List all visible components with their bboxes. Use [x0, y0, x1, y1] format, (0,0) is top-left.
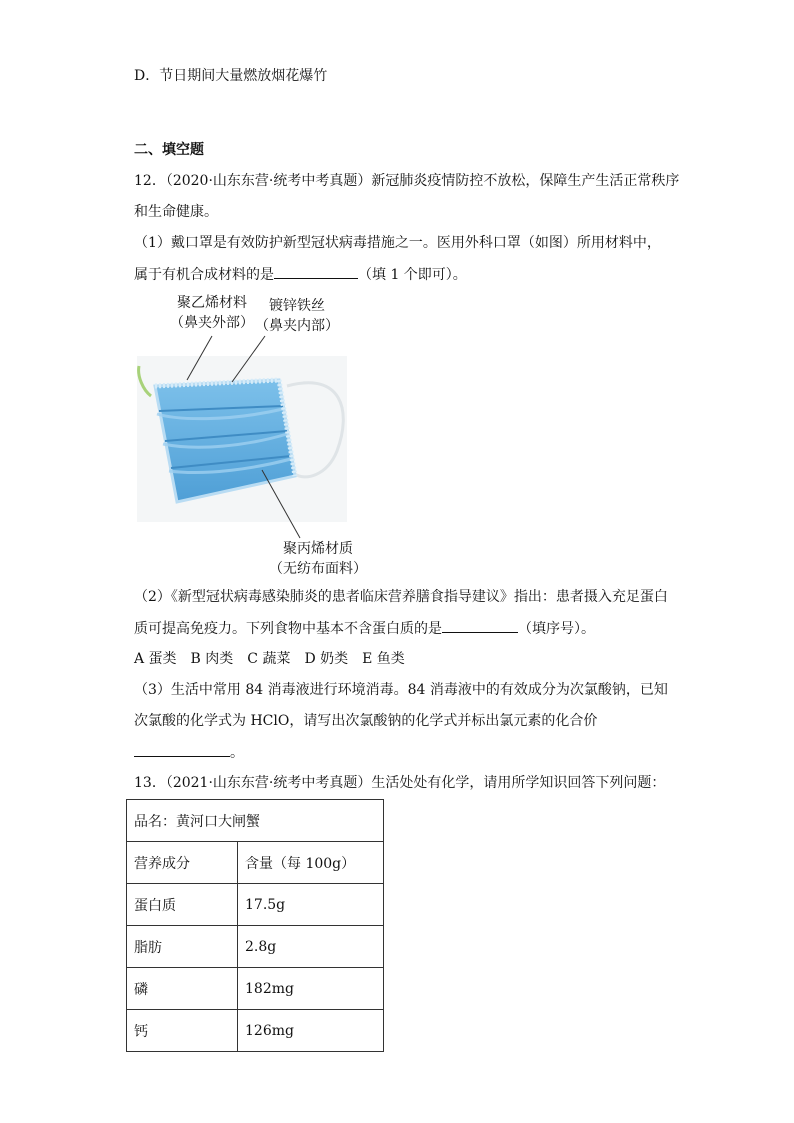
table-header-cell: 营养成分 [127, 842, 238, 884]
q12-part3-end: 。 [230, 745, 244, 761]
table-cell: 蛋白质 [127, 884, 238, 926]
nutrition-table [126, 799, 384, 1052]
q12-part2-options: A 蛋类 B 肉类 C 蔬菜 D 奶类 E 鱼类 [134, 651, 405, 667]
q12-part3-line1: （3）生活中常用 84 消毒液进行环境消毒。84 消毒液中的有效成分为次氯酸钠，已知 [134, 682, 668, 698]
table-row [127, 1010, 384, 1052]
q12-part3-line3 [134, 742, 244, 763]
table-row [127, 884, 384, 926]
q12-stem-line1: 12．（2020·山东东营·统考中考真题）新冠肺炎疫情防控不放松，保障生产生活正常秩序 [134, 173, 680, 189]
q12-part2-text-a: 质可提高免疫力。下列食物中基本不含蛋白质的是 [134, 621, 442, 637]
q12-part1-text-b: （填 1 个即可）。 [358, 267, 467, 283]
table-cell: 17.5g [238, 884, 384, 926]
table-row [127, 926, 384, 968]
q12-part1-text-a: 属于有机合成材料的是 [134, 267, 274, 283]
table-cell: 182mg [238, 968, 384, 1010]
table-cell: 2.8g [238, 926, 384, 968]
table-title-row [127, 800, 384, 842]
q12-part1-line1: （1）戴口罩是有效防护新型冠状病毒措施之一。医用外科口罩（如图）所用材料中， [134, 235, 661, 251]
callout-polypropylene-label: 聚丙烯材质 [283, 541, 353, 557]
callout-polypropylene-sub: （无纺布面料） [269, 561, 367, 577]
leader-line-polypropylene [262, 470, 300, 538]
option-d: D．节日期间大量燃放烟花爆竹 [134, 68, 328, 84]
q12-part3-answer-blank[interactable] [134, 742, 230, 757]
table-header-cell: 含量（每 100g） [238, 842, 384, 884]
table-cell: 脂肪 [127, 926, 238, 968]
table-row [127, 968, 384, 1010]
q13-stem: 13．（2021·山东东营·统考中考真题）生活处处有化学，请用所学知识回答下列问题： [134, 775, 666, 791]
table-title: 品名：黄河口大闸蟹 [127, 800, 384, 842]
callout-polyethylene-sub: （鼻夹外部） [170, 315, 254, 331]
q12-part2-line1: （2）《新型冠状病毒感染肺炎的患者临床营养膳食指导建议》指出：患者摄入充足蛋白 [134, 589, 668, 605]
callout-wire-sub: （鼻夹内部） [255, 318, 339, 334]
q12-part2-line2 [134, 618, 595, 639]
q12-part2-answer-blank[interactable] [442, 618, 518, 633]
table-cell: 磷 [127, 968, 238, 1010]
section-title: 二、填空题 [134, 142, 204, 158]
q12-part3-line2: 次氯酸的化学式为 HClO，请写出次氯酸钠的化学式并标出氯元素的化合价 [134, 713, 598, 729]
table-header-row [127, 842, 384, 884]
leader-line-polyethylene [187, 336, 212, 380]
q12-stem-line2: 和生命健康。 [134, 204, 218, 220]
table-cell: 钙 [127, 1010, 238, 1052]
callout-polyethylene-label: 聚乙烯材料 [177, 295, 247, 311]
leader-line-wire [232, 336, 265, 382]
callout-wire-label: 镀锌铁丝 [269, 298, 325, 314]
q12-part2-text-b: （填序号）。 [518, 621, 595, 637]
table-cell: 126mg [238, 1010, 384, 1052]
